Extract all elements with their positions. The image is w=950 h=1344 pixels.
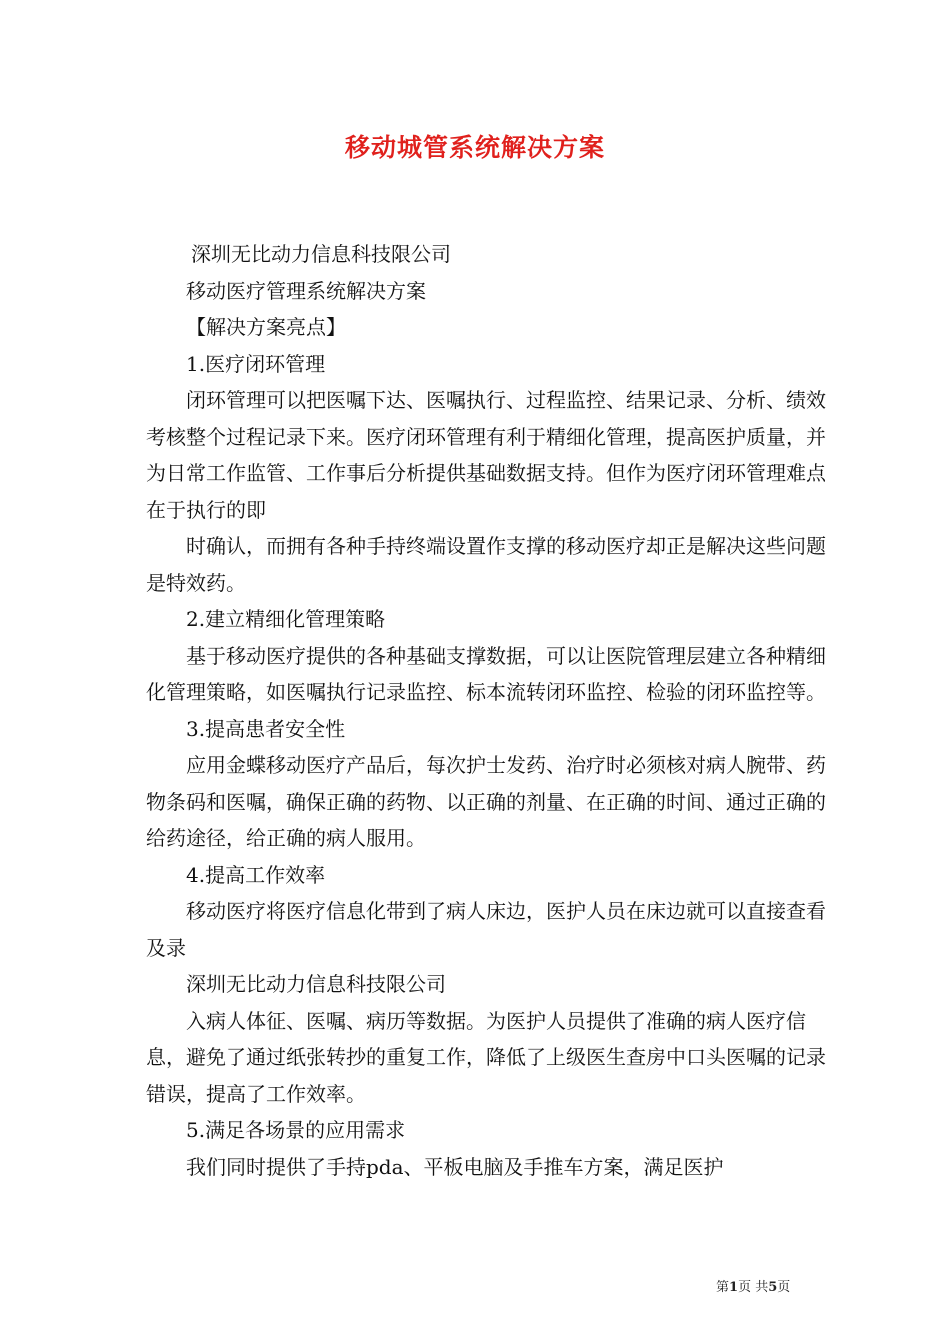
paragraph: 应用金蝶移动医疗产品后，每次护士发药、治疗时必须核对病人腕带、药物条码和医嘱，确保正确的药物、以正确的剂量、在正确的时间、通过正确的给药途径，给正确的病人服用。 bbox=[146, 753, 826, 850]
document-subtitle: 移动医疗管理系统解决方案 bbox=[186, 278, 426, 303]
footer-current-page: 1 bbox=[729, 1280, 739, 1295]
document-body bbox=[146, 236, 826, 1185]
section-heading-2: 2.建立精细化管理策略 bbox=[186, 607, 386, 631]
section-heading-highlights: 【解决方案亮点】 bbox=[186, 315, 346, 339]
section-heading-5: 5.满足各场景的应用需求 bbox=[186, 1118, 406, 1142]
footer-total-pages: 5 bbox=[768, 1280, 778, 1295]
paragraph: 基于移动医疗提供的各种基础支撑数据，可以让医院管理层建立各种精细化管理策略，如医嘱执行记录监控、标本流转闭环监控、检验的闭环监控等。 bbox=[146, 643, 826, 704]
footer-suffix: 页 bbox=[777, 1280, 791, 1295]
company-name: 深圳无比动力信息科技限公司 bbox=[191, 242, 451, 266]
paragraph: 我们同时提供了手持pda、平板电脑及手推车方案，满足医护 bbox=[186, 1154, 724, 1179]
paragraph: 闭环管理可以把医嘱下达、医嘱执行、过程监控、结果记录、分析、绩效考核整个过程记录下来。医疗闭环管理有利于精细化管理，提高医护质量，并为日常工作监管、工作事后分析提供基础数据支持。但作为医疗闭环管理难点在于执行的即 bbox=[146, 388, 826, 522]
company-name-repeat: 深圳无比动力信息科技限公司 bbox=[186, 972, 446, 996]
footer-prefix: 第 bbox=[716, 1280, 730, 1295]
section-heading-1: 1.医疗闭环管理 bbox=[186, 351, 326, 376]
footer-middle: 页 共 bbox=[738, 1280, 769, 1295]
section-heading-3: 3.提高患者安全性 bbox=[186, 716, 346, 741]
page-title: 移动城管系统解决方案 bbox=[344, 133, 605, 162]
page-footer bbox=[716, 1276, 790, 1295]
paragraph: 入病人体征、医嘱、病历等数据。为医护人员提供了准确的病人医疗信息，避免了通过纸张转抄的重复工作，降低了上级医生查房中口头医嘱的记录错误，提高了工作效率。 bbox=[146, 1008, 826, 1106]
paragraph: 时确认，而拥有各种手持终端设置作支撑的移动医疗却正是解决这些问题是特效药。 bbox=[146, 534, 826, 595]
paragraph: 移动医疗将医疗信息化带到了病人床边，医护人员在床边就可以直接查看及录 bbox=[146, 899, 826, 960]
section-heading-4: 4.提高工作效率 bbox=[186, 862, 326, 887]
